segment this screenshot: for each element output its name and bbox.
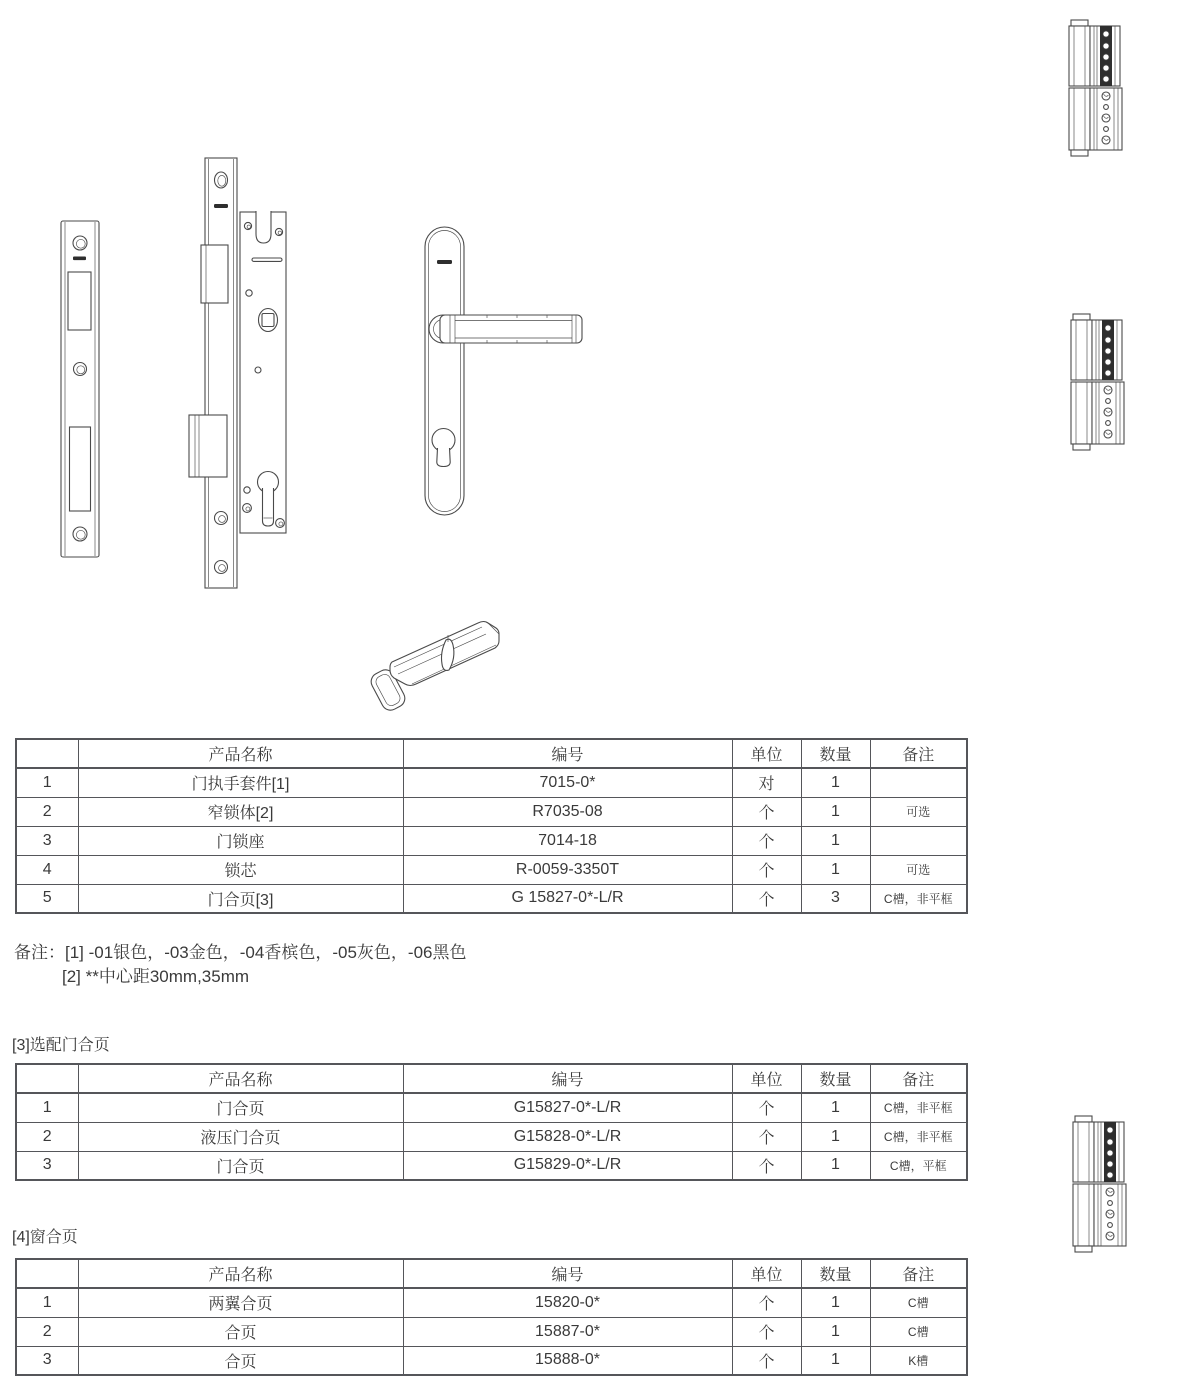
column-header: 单位 [732, 1259, 801, 1288]
table-cell: 个 [732, 1151, 801, 1180]
table-cell: R7035-08 [403, 797, 732, 826]
row-index-cell: 4 [16, 855, 78, 884]
column-header: 数量 [801, 1064, 870, 1093]
table-cell: 可选 [870, 797, 967, 826]
table-row [16, 1151, 967, 1180]
note-line [62, 965, 466, 989]
column-header: 数量 [801, 1259, 870, 1288]
door-hinge-drawing [1070, 1114, 1130, 1256]
table-cell: R-0059-3350T [403, 855, 732, 884]
table-row [16, 1346, 967, 1375]
table-cell: C槽，平框 [870, 1151, 967, 1180]
table-cell [870, 826, 967, 855]
table-header-row [16, 1064, 967, 1093]
table-header-row [16, 739, 967, 768]
table-cell: G15827-0*-L/R [403, 1093, 732, 1122]
door-hinge-drawing [1068, 312, 1128, 454]
table-cell: 对 [732, 768, 801, 797]
table-cell: 1 [801, 1346, 870, 1375]
column-header: 编号 [403, 739, 732, 768]
column-header [16, 739, 78, 768]
table-row [16, 1288, 967, 1317]
table-cell: G15828-0*-L/R [403, 1122, 732, 1151]
door-handle-drawing [418, 224, 593, 519]
table-cell: 个 [732, 1122, 801, 1151]
note-text: [1] -01银色，-03金色，-04香槟色，-05灰色，-06黑色 [65, 943, 467, 962]
table-cell: 7014-18 [403, 826, 732, 855]
note-label: 备注： [14, 943, 65, 962]
door-hinges-table [15, 1063, 968, 1181]
row-index-cell: 1 [16, 768, 78, 797]
door-hinge-drawing [1066, 18, 1126, 160]
note-text: [2] **中心距30mm,35mm [62, 967, 250, 986]
table-cell: C槽，非平框 [870, 1122, 967, 1151]
table-cell: 个 [732, 855, 801, 884]
table-header-row [16, 1259, 967, 1288]
table-row [16, 797, 967, 826]
column-header: 编号 [403, 1064, 732, 1093]
table-cell: 两翼合页 [78, 1288, 403, 1317]
table-cell: K槽 [870, 1346, 967, 1375]
table-cell: 个 [732, 797, 801, 826]
table-cell: 1 [801, 768, 870, 797]
strike-plate-drawing [58, 219, 102, 559]
table-row [16, 1093, 967, 1122]
table-cell: 1 [801, 826, 870, 855]
table-cell: 合页 [78, 1346, 403, 1375]
column-header: 备注 [870, 739, 967, 768]
table-cell: 液压门合页 [78, 1122, 403, 1151]
column-header: 产品名称 [78, 1259, 403, 1288]
table-cell: 门合页 [78, 1151, 403, 1180]
row-index-cell: 5 [16, 884, 78, 913]
table-cell: 门合页[3] [78, 884, 403, 913]
row-index-cell: 2 [16, 797, 78, 826]
column-header [16, 1064, 78, 1093]
table-row [16, 1317, 967, 1346]
table-cell: 个 [732, 1093, 801, 1122]
table-cell: 个 [732, 826, 801, 855]
table-cell [870, 768, 967, 797]
row-index-cell: 1 [16, 1288, 78, 1317]
section-heading-door-hinges: [3]选配门合页 [12, 1037, 110, 1054]
column-header: 备注 [870, 1064, 967, 1093]
table-cell: 1 [801, 1093, 870, 1122]
table-cell: 7015-0* [403, 768, 732, 797]
brand-logo [437, 260, 452, 264]
main-parts-table [15, 738, 968, 914]
column-header: 数量 [801, 739, 870, 768]
section-heading-window-hinges: [4]窗合页 [12, 1229, 78, 1246]
brand-logo [214, 204, 228, 208]
table-cell: 个 [732, 1288, 801, 1317]
table-cell: 锁芯 [78, 855, 403, 884]
row-index-cell: 3 [16, 826, 78, 855]
row-index-cell: 2 [16, 1122, 78, 1151]
table-row [16, 884, 967, 913]
table-cell: 合页 [78, 1317, 403, 1346]
table-cell: 窄锁体[2] [78, 797, 403, 826]
table-cell: C槽，非平框 [870, 884, 967, 913]
lock-cylinder-drawing [368, 598, 518, 716]
row-index-cell: 1 [16, 1093, 78, 1122]
column-header: 备注 [870, 1259, 967, 1288]
lever-arm [440, 315, 582, 343]
table-row [16, 1122, 967, 1151]
table-cell: 1 [801, 797, 870, 826]
table-cell: 1 [801, 1122, 870, 1151]
table-cell: 门合页 [78, 1093, 403, 1122]
table-cell: 1 [801, 1317, 870, 1346]
table-cell: 门执手套件[1] [78, 768, 403, 797]
column-header: 单位 [732, 739, 801, 768]
table-cell: 个 [732, 884, 801, 913]
table-cell: 15820-0* [403, 1288, 732, 1317]
table-cell: 门锁座 [78, 826, 403, 855]
table-cell: 1 [801, 855, 870, 884]
table-row [16, 826, 967, 855]
table-cell: C槽 [870, 1288, 967, 1317]
note-line [14, 941, 466, 965]
table-cell: 个 [732, 1346, 801, 1375]
table-row [16, 768, 967, 797]
row-index-cell: 2 [16, 1317, 78, 1346]
table-cell: 可选 [870, 855, 967, 884]
table-cell: C槽，非平框 [870, 1093, 967, 1122]
table-cell: 个 [732, 1317, 801, 1346]
column-header: 单位 [732, 1064, 801, 1093]
table-cell: G 15827-0*-L/R [403, 884, 732, 913]
table-cell: 15888-0* [403, 1346, 732, 1375]
table-row [16, 855, 967, 884]
table-cell: 3 [801, 884, 870, 913]
table-cell: G15829-0*-L/R [403, 1151, 732, 1180]
column-header: 编号 [403, 1259, 732, 1288]
row-index-cell: 3 [16, 1151, 78, 1180]
table-cell: C槽 [870, 1317, 967, 1346]
column-header [16, 1259, 78, 1288]
window-hinges-table [15, 1258, 968, 1376]
column-header: 产品名称 [78, 1064, 403, 1093]
column-header: 产品名称 [78, 739, 403, 768]
table-cell: 1 [801, 1288, 870, 1317]
table-cell: 1 [801, 1151, 870, 1180]
notes-block [14, 941, 466, 989]
table-cell: 15887-0* [403, 1317, 732, 1346]
mortise-lock-drawing [188, 152, 292, 594]
brand-logo [73, 257, 86, 261]
row-index-cell: 3 [16, 1346, 78, 1375]
